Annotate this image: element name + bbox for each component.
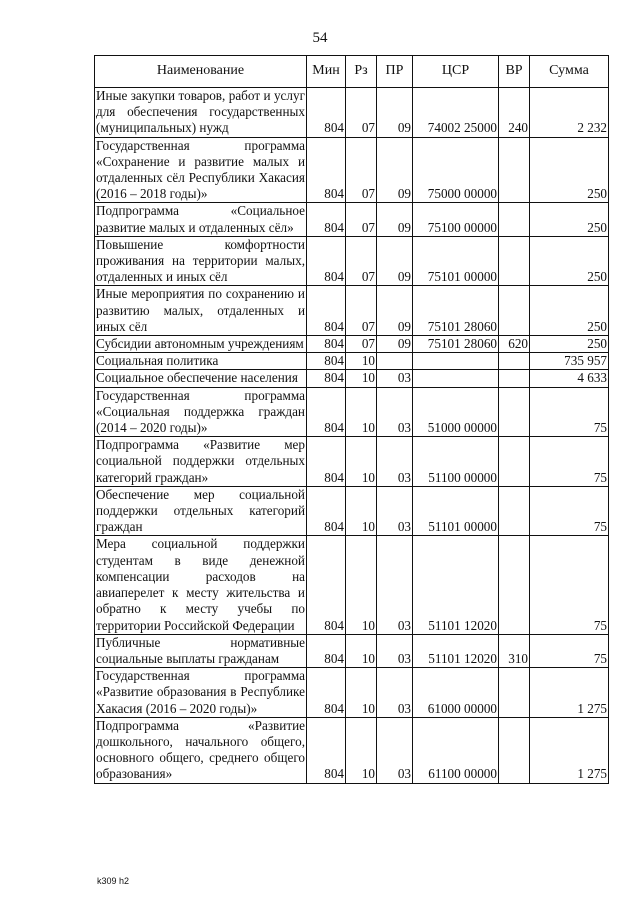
- cell-vr: [499, 370, 530, 387]
- cell-rz: 10: [346, 437, 377, 487]
- cell-min: 804: [307, 353, 346, 370]
- cell-min: 804: [307, 536, 346, 634]
- table-row: [95, 236, 609, 286]
- cell-pr: 03: [377, 536, 413, 634]
- table-row: [95, 370, 609, 387]
- cell-rz: 07: [346, 137, 377, 203]
- page-number: 54: [312, 30, 328, 46]
- cell-pr: 03: [377, 387, 413, 437]
- cell-name: Социальное обеспечение населения: [95, 370, 307, 387]
- cell-name: Подпрограмма «Социальное развитие малых и отдаленных сёл»: [96, 203, 305, 235]
- cell-pr: 09: [377, 203, 413, 236]
- cell-min: 804: [307, 336, 346, 353]
- cell-min: 804: [307, 370, 346, 387]
- table-row: [95, 717, 609, 783]
- header-csr: ЦСР: [413, 56, 499, 88]
- cell-sum: 250: [530, 286, 609, 336]
- cell-csr: 61000 00000: [413, 668, 499, 718]
- cell-sum: 250: [530, 203, 609, 236]
- cell-sum: 4 633: [530, 370, 609, 387]
- cell-csr: 75000 00000: [413, 137, 499, 203]
- cell-vr: 310: [499, 634, 530, 667]
- footer-code: k309 h2: [97, 876, 130, 886]
- cell-sum: 1 275: [530, 668, 609, 718]
- cell-min: 804: [307, 203, 346, 236]
- cell-name: Публичные нормативные социальные выплаты гражданам: [96, 634, 305, 666]
- header-vr: ВР: [499, 56, 530, 88]
- cell-rz: 10: [346, 668, 377, 718]
- cell-vr: [499, 236, 530, 286]
- cell-vr: 240: [499, 88, 530, 138]
- cell-min: 804: [307, 486, 346, 536]
- cell-vr: 620: [499, 336, 530, 353]
- cell-vr: [499, 717, 530, 783]
- cell-pr: 09: [377, 336, 413, 353]
- cell-csr: 51101 00000: [413, 486, 499, 536]
- cell-pr: 03: [377, 717, 413, 783]
- cell-rz: 07: [346, 286, 377, 336]
- header-sum: Сумма: [530, 56, 609, 88]
- cell-name: Иные мероприятия по сохранению и развитию малых, отдаленных и иных сёл: [96, 286, 305, 334]
- table-row: [95, 437, 609, 487]
- cell-name: Субсидии автономным учреждениям: [95, 336, 307, 353]
- cell-rz: 10: [346, 370, 377, 387]
- cell-min: 804: [307, 387, 346, 437]
- cell-csr: 51101 12020: [413, 634, 499, 667]
- cell-vr: [499, 536, 530, 634]
- cell-rz: 07: [346, 88, 377, 138]
- cell-sum: 250: [530, 137, 609, 203]
- cell-min: 804: [307, 137, 346, 203]
- cell-rz: 10: [346, 353, 377, 370]
- cell-min: 804: [307, 634, 346, 667]
- cell-name: Обеспечение мер социальной поддержки отдельных категорий граждан: [96, 486, 305, 535]
- cell-csr: 75100 00000: [413, 203, 499, 236]
- cell-csr: 75101 28060: [413, 286, 499, 336]
- table-row: [95, 203, 609, 236]
- cell-vr: [499, 486, 530, 536]
- cell-name: Подпрограмма «Развитие мер социальной поддержки отдельных категорий граждан»: [96, 437, 305, 485]
- cell-csr: 74002 25000: [413, 88, 499, 138]
- cell-rz: 07: [346, 236, 377, 286]
- cell-csr: 51101 12020: [413, 536, 499, 634]
- cell-csr: 51000 00000: [413, 387, 499, 437]
- header-rz: Рз: [346, 56, 377, 88]
- cell-name: Иные закупки товаров, работ и услуг для обеспечения государственных (муниципальных) нужд: [96, 88, 305, 136]
- cell-sum: 250: [530, 236, 609, 286]
- header-min: Мин: [307, 56, 346, 88]
- cell-pr: 03: [377, 486, 413, 536]
- cell-sum: 75: [530, 387, 609, 437]
- cell-sum: 75: [530, 536, 609, 634]
- cell-name: Подпрограмма «Развитие дошкольного, начального общего, основного общего, среднего общего образования»: [96, 717, 305, 782]
- cell-name: Мера социальной поддержки студентам в виде денежной компенсации расходов на авиаперелет к месту жительства и обратно к месту учебы по территории Российской Федерации: [96, 536, 305, 633]
- cell-name: Социальная политика: [95, 353, 307, 370]
- cell-min: 804: [307, 88, 346, 138]
- cell-sum: 75: [530, 634, 609, 667]
- cell-pr: 09: [377, 88, 413, 138]
- cell-pr: 09: [377, 286, 413, 336]
- cell-vr: [499, 286, 530, 336]
- table-row: [95, 137, 609, 203]
- table-row: [95, 387, 609, 437]
- cell-vr: [499, 437, 530, 487]
- cell-rz: 07: [346, 203, 377, 236]
- cell-rz: 10: [346, 536, 377, 634]
- cell-rz: 07: [346, 336, 377, 353]
- cell-pr: 03: [377, 370, 413, 387]
- cell-pr: 03: [377, 634, 413, 667]
- cell-min: 804: [307, 286, 346, 336]
- cell-csr: 75101 28060: [413, 336, 499, 353]
- cell-pr: 09: [377, 137, 413, 203]
- cell-min: 804: [307, 437, 346, 487]
- table-row: [95, 668, 609, 718]
- cell-sum: 75: [530, 486, 609, 536]
- cell-vr: [499, 353, 530, 370]
- table-body: [95, 88, 609, 784]
- cell-pr: [377, 353, 413, 370]
- cell-rz: 10: [346, 634, 377, 667]
- cell-vr: [499, 203, 530, 236]
- cell-min: 804: [307, 236, 346, 286]
- table-row: [95, 353, 609, 370]
- cell-sum: 250: [530, 336, 609, 353]
- table-row: [95, 88, 609, 138]
- header-name: Наименование: [95, 56, 307, 88]
- table-row: [95, 336, 609, 353]
- cell-csr: 61100 00000: [413, 717, 499, 783]
- cell-name: Государственная программа «Развитие образования в Республике Хакасия (2016 – 2020 годы)»: [96, 668, 305, 716]
- table-row: [95, 486, 609, 536]
- table-row: [95, 634, 609, 667]
- cell-pr: 03: [377, 437, 413, 487]
- cell-rz: 10: [346, 717, 377, 783]
- cell-csr: 51100 00000: [413, 437, 499, 487]
- table-header-row: [95, 56, 609, 88]
- cell-sum: 735 957: [530, 353, 609, 370]
- cell-min: 804: [307, 668, 346, 718]
- cell-csr: 75101 00000: [413, 236, 499, 286]
- cell-rz: 10: [346, 387, 377, 437]
- cell-vr: [499, 137, 530, 203]
- table-row: [95, 286, 609, 336]
- cell-pr: 03: [377, 668, 413, 718]
- cell-sum: 2 232: [530, 88, 609, 138]
- cell-name: Государственная программа «Социальная поддержка граждан (2014 – 2020 годы)»: [96, 387, 305, 436]
- cell-min: 804: [307, 717, 346, 783]
- cell-name: Государственная программа «Сохранение и развитие малых и отдаленных сёл Республики Хакасия (2016 – 2018 годы)»: [96, 137, 305, 202]
- budget-table: [94, 55, 609, 784]
- cell-csr: [413, 353, 499, 370]
- table-row: [95, 536, 609, 634]
- cell-sum: 75: [530, 437, 609, 487]
- cell-name: Повышение комфортности проживания на территории малых, отдаленных и иных сёл: [96, 236, 305, 285]
- cell-vr: [499, 387, 530, 437]
- cell-csr: [413, 370, 499, 387]
- header-pr: ПР: [377, 56, 413, 88]
- cell-rz: 10: [346, 486, 377, 536]
- cell-pr: 09: [377, 236, 413, 286]
- cell-vr: [499, 668, 530, 718]
- cell-sum: 1 275: [530, 717, 609, 783]
